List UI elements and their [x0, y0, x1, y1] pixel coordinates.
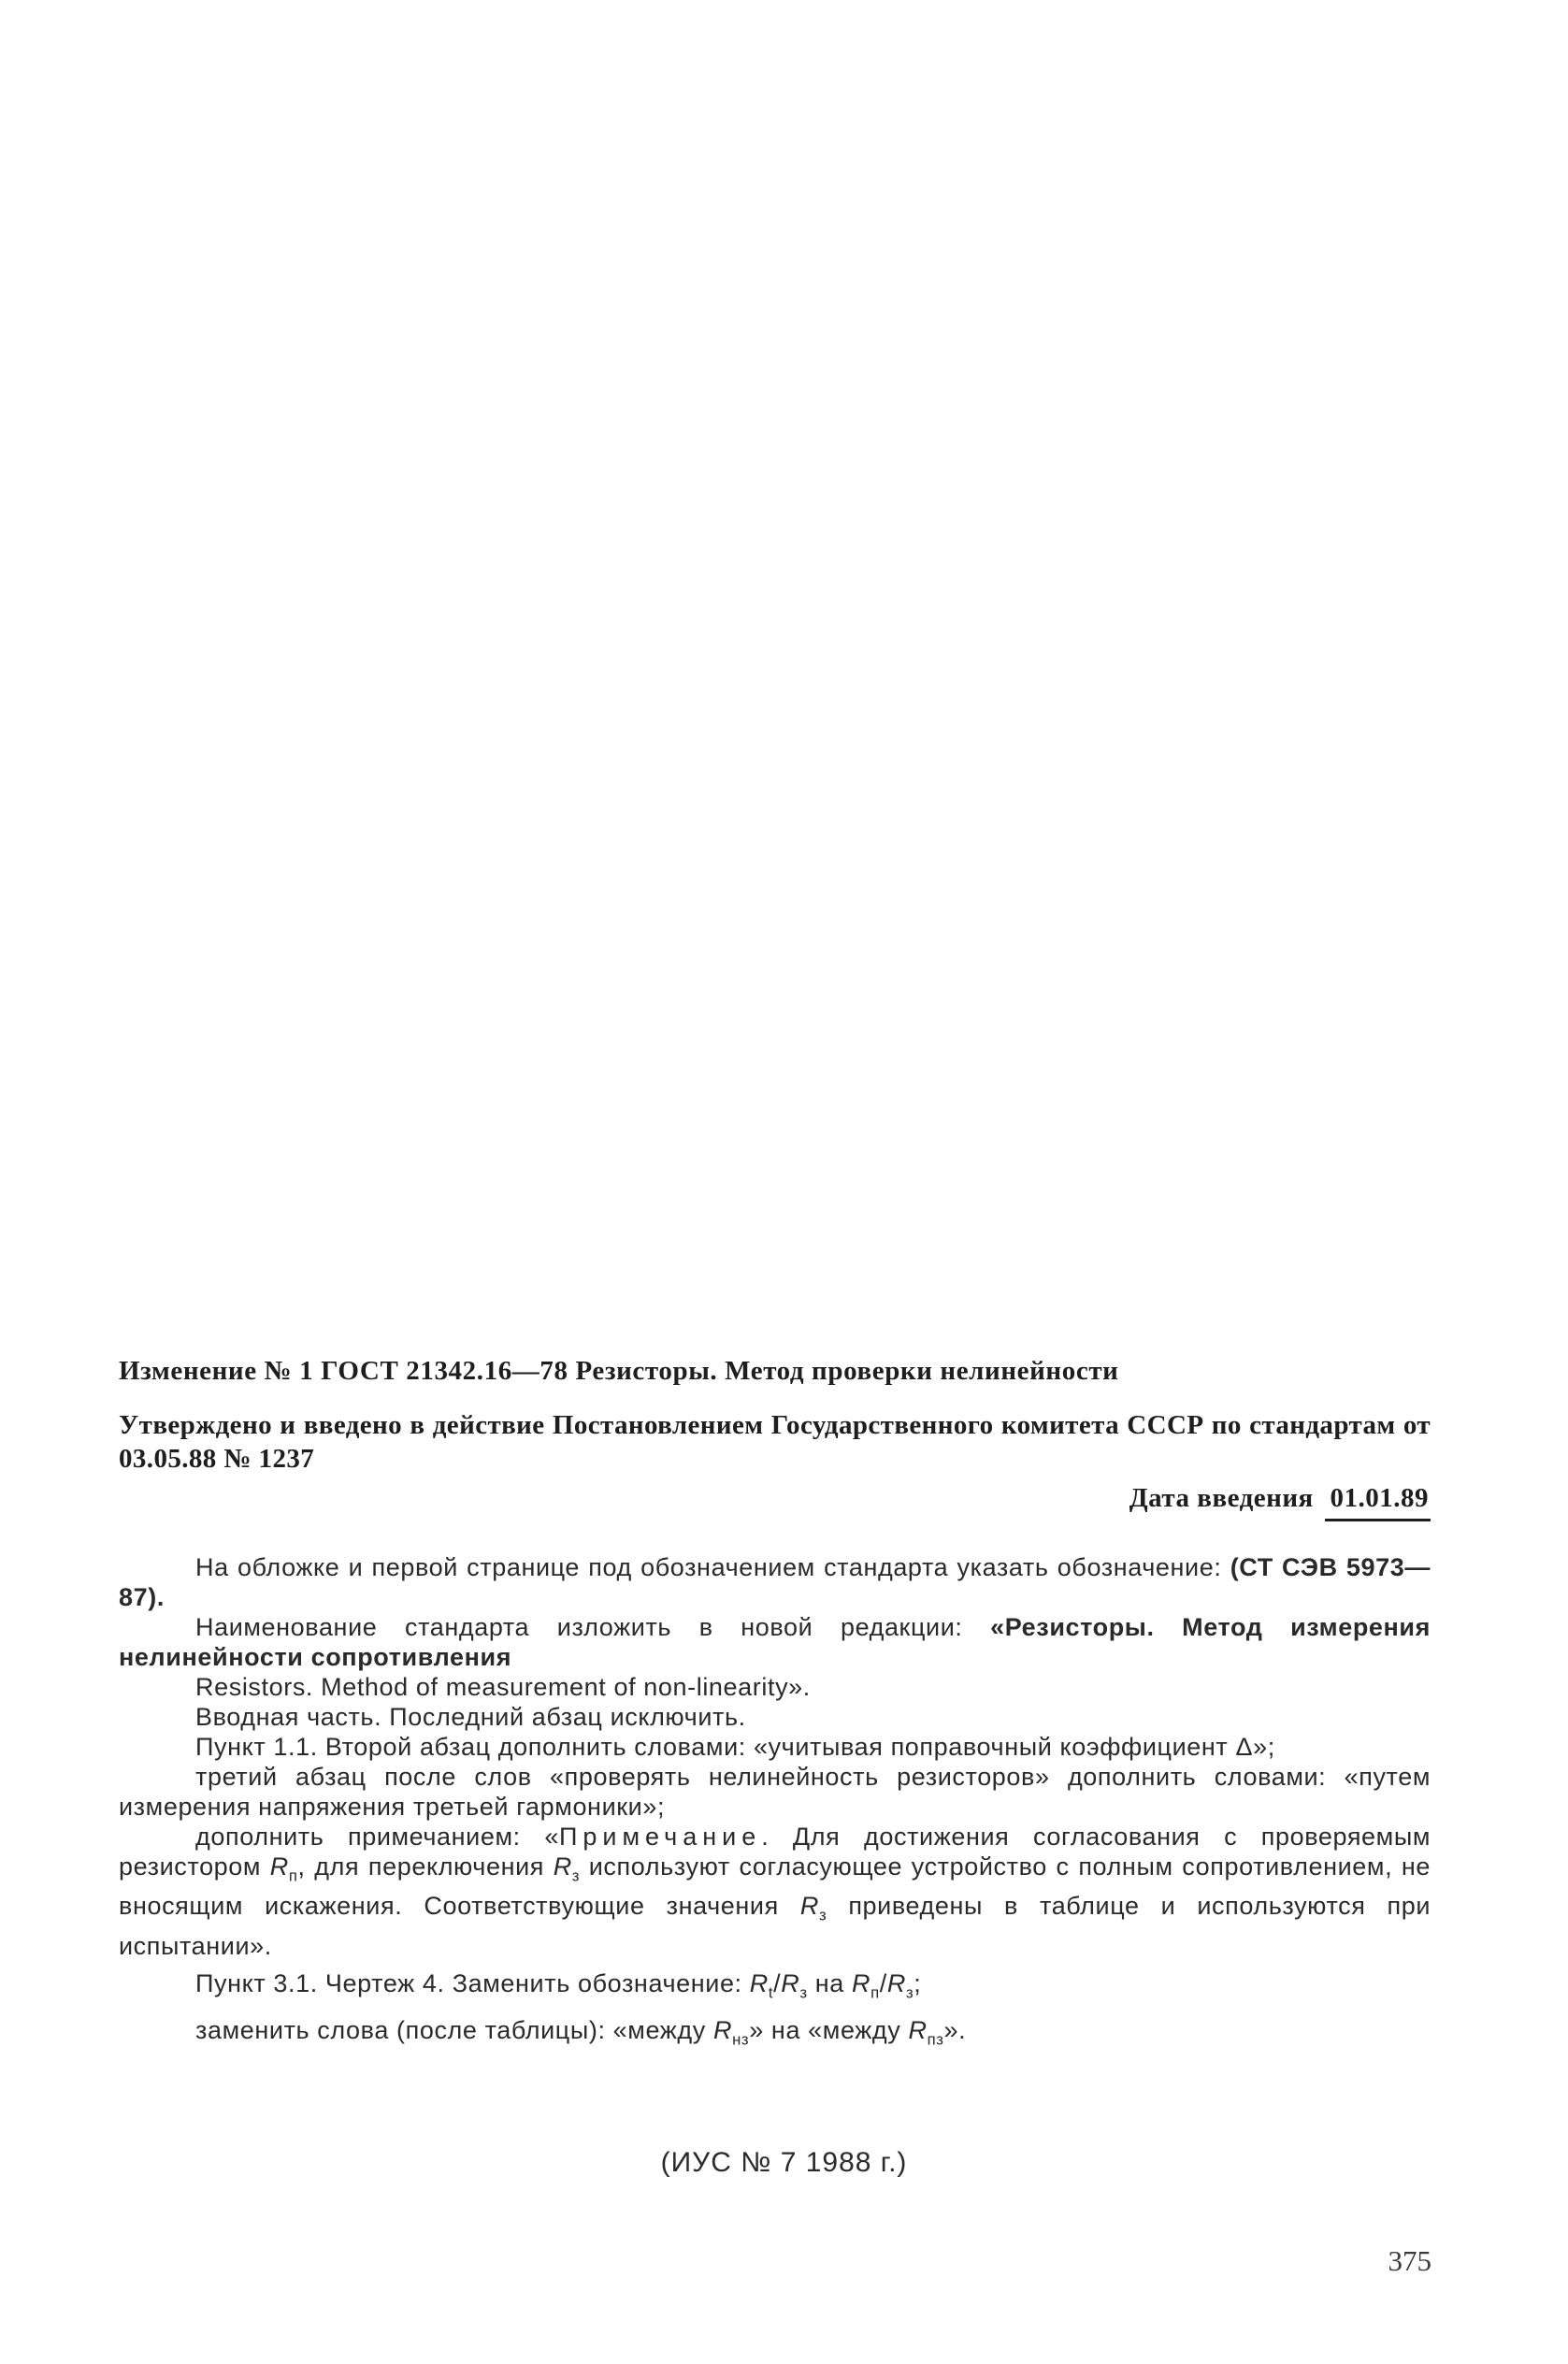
- amendment-title: Изменение № 1 ГОСТ 21342.16—78 Резисторы. Метод проверки нелинейности: [119, 1356, 1119, 1386]
- paragraph-replace-words: заменить слова (после таблицы): «между $R_{нз}$» на «между $R_{пз}$».: [195, 2016, 967, 2049]
- paragraph-clause-1-1: Пункт 1.1. Второй абзац дополнить словами: «учитывая поправочный коэффициент Δ»;: [195, 1733, 1275, 1761]
- new-title-russian: «Резисторы. Метод измерения нелинейности сопротивления: [119, 1613, 1431, 1671]
- page-number: 375: [1388, 2244, 1431, 2277]
- document-header: [119, 1354, 1431, 1521]
- approval-statement: Утверждено и введено в действие Постановлением Государственного комитета СССР по стандартам от 03.05.88 № 1237: [119, 1410, 1431, 1474]
- source-reference: (ИУС № 7 1988 г.): [660, 2147, 908, 2178]
- paragraph-new-title: Наименование стандарта изложить в новой редакции: «Резисторы. Метод измерения нелинейности сопротивления: [119, 1613, 1431, 1671]
- paragraph-third-clause: третий абзац после слов «проверять нелинейность резисторов» дополнить словами: «путем измерения напряжения третьей гармоники»;: [119, 1763, 1431, 1821]
- effective-date: [119, 1479, 1431, 1521]
- cmea-standard-reference: (СТ СЭВ 5973—87).: [119, 1553, 1431, 1611]
- document-body: [119, 1552, 1431, 2055]
- effective-date-value: 01.01.89: [1325, 1479, 1431, 1521]
- paragraph-note: дополнить примечанием: «Примечание. Для достижения согласования с проверяемым резистором $R_п$, для переключения $R_з$ используют согласующее устройство с полным сопротивлением, не вносящим искажения. Соответствующие значения $R_з$ приведены в таблице и используются при испытании».: [119, 1823, 1431, 1960]
- paragraph-intro: Вводная часть. Последний абзац исключить.: [195, 1703, 746, 1731]
- note-word: Примечание: [558, 1823, 762, 1851]
- paragraph-clause-3-1: Пункт 3.1. Чертеж 4. Заменить обозначение: $R_t/R_з$ на $R_п/R_з$;: [195, 1968, 922, 2002]
- effective-date-label: Дата введения: [1129, 1483, 1314, 1513]
- paragraph-new-title-english: Resistors. Method of measurement of non-linearity».: [195, 1673, 811, 1701]
- paragraph-cover-designation: На обложке и первой странице под обозначением стандарта указать обозначение: (СТ СЭВ 5973—87).: [119, 1553, 1431, 1611]
